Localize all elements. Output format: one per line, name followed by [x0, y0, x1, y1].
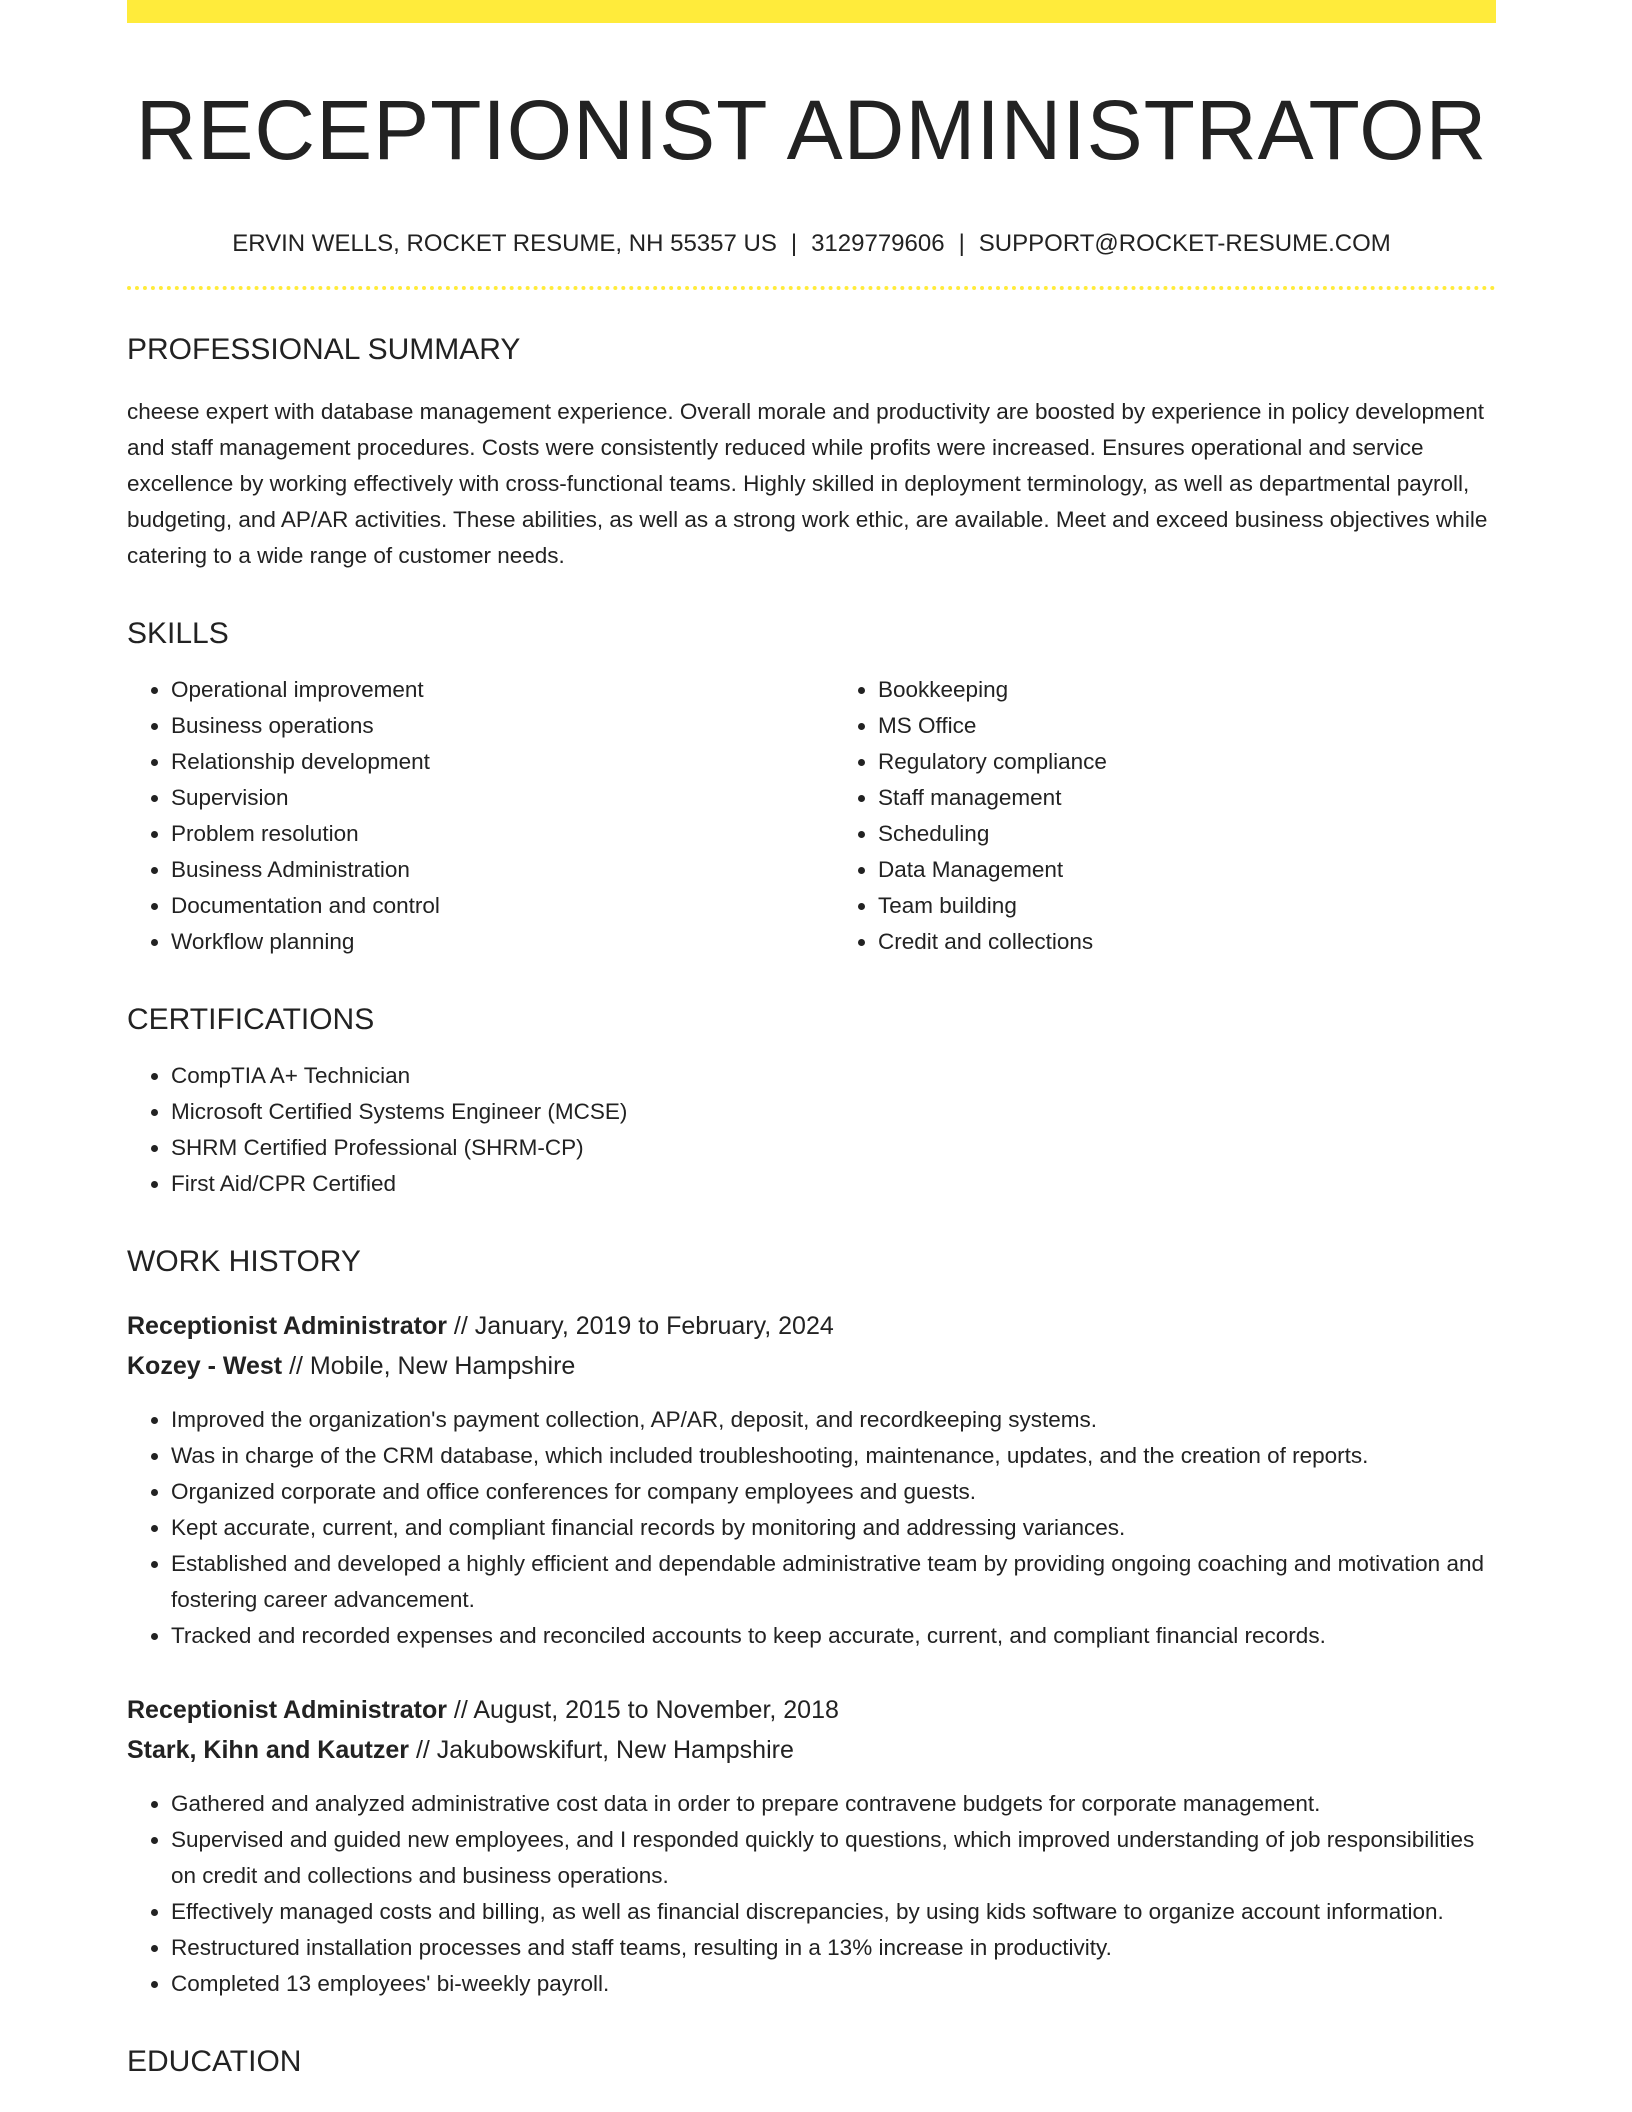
- job-dates: // August, 2015 to November, 2018: [453, 1696, 839, 1724]
- job-bullet: • Restructured installation processes and staff teams, resulting in a 13% increase in productivity.: [171, 1930, 1496, 1966]
- job-title-line: [127, 1306, 1496, 1346]
- summary-heading: PROFESSIONAL SUMMARY: [127, 333, 521, 366]
- job-bullet: • Established and developed a highly efficient and dependable administrative team by providing ongoing coaching and motivation and fostering career advancement.: [171, 1546, 1496, 1618]
- job-bullet: • Was in charge of the CRM database, which included troubleshooting, maintenance, updates, and the creation of reports.: [171, 1438, 1496, 1474]
- job-bullet: • Improved the organization's payment collection, AP/AR, deposit, and recordkeeping systems.: [171, 1402, 1496, 1438]
- job-company-line: [127, 1346, 1496, 1386]
- skill-item: • Supervision: [171, 780, 789, 816]
- job-bullet: • Kept accurate, current, and compliant financial records by monitoring and addressing variances.: [171, 1510, 1496, 1546]
- job-bullets: [127, 1402, 1496, 1654]
- skill-item: • Workflow planning: [171, 924, 789, 960]
- job-title: Receptionist Administrator: [127, 1312, 447, 1340]
- contact-email: SUPPORT@ROCKET-RESUME.COM: [978, 230, 1391, 257]
- resume-title: RECEPTIONIST ADMINISTRATOR: [135, 83, 1488, 177]
- skill-item: • Team building: [878, 888, 1496, 924]
- skills-right-list: [834, 672, 1496, 960]
- skill-item: • Relationship development: [171, 744, 789, 780]
- contact-separator: |: [958, 230, 965, 257]
- certification-item: • CompTIA A+ Technician: [171, 1058, 1496, 1094]
- job-company: Stark, Kihn and Kautzer: [127, 1736, 409, 1764]
- skills-columns: [127, 672, 1496, 960]
- job-bullet: • Gathered and analyzed administrative cost data in order to prepare contravene budgets for corporate management.: [171, 1786, 1496, 1822]
- skill-item: • Credit and collections: [878, 924, 1496, 960]
- job-bullet: • Completed 13 employees' bi-weekly payroll.: [171, 1966, 1496, 2002]
- job-bullet: • Supervised and guided new employees, and I responded quickly to questions, which improved understanding of job responsibilities on credit and collections and business operations.: [171, 1822, 1496, 1894]
- skill-item: • Documentation and control: [171, 888, 789, 924]
- skill-item: • Business Administration: [171, 852, 789, 888]
- job-bullet: • Tracked and recorded expenses and reconciled accounts to keep accurate, current, and compliant financial records.: [171, 1618, 1496, 1654]
- skill-item: • Data Management: [878, 852, 1496, 888]
- contact-phone: 3129779606: [811, 230, 945, 257]
- certification-item: • First Aid/CPR Certified: [171, 1166, 1496, 1202]
- skill-item: • MS Office: [878, 708, 1496, 744]
- skill-item: • Scheduling: [878, 816, 1496, 852]
- education-heading: EDUCATION: [127, 2045, 302, 2078]
- skill-item: • Business operations: [171, 708, 789, 744]
- job-location: // Jakubowskifurt, New Hampshire: [415, 1736, 794, 1764]
- certifications-heading: CERTIFICATIONS: [127, 1003, 375, 1036]
- skill-item: • Problem resolution: [171, 816, 789, 852]
- certifications-list: [127, 1058, 1496, 1202]
- skills-left-list: [127, 672, 789, 960]
- contact-separator: |: [790, 230, 798, 257]
- contact-line: [127, 228, 1496, 260]
- job-dates: // January, 2019 to February, 2024: [453, 1312, 834, 1340]
- job-company: Kozey - West: [127, 1352, 283, 1380]
- job-title: Receptionist Administrator: [127, 1696, 447, 1724]
- job-bullet: • Organized corporate and office conferences for company employees and guests.: [171, 1474, 1496, 1510]
- certification-item: • Microsoft Certified Systems Engineer (MCSE): [171, 1094, 1496, 1130]
- skills-heading: SKILLS: [127, 617, 229, 650]
- skill-item: • Regulatory compliance: [878, 744, 1496, 780]
- job-company-line: [127, 1730, 1496, 1770]
- skill-item: • Staff management: [878, 780, 1496, 816]
- skill-item: • Operational improvement: [171, 672, 789, 708]
- job-bullets: [127, 1786, 1496, 2002]
- work-history-heading: WORK HISTORY: [127, 1245, 361, 1278]
- certification-item: • SHRM Certified Professional (SHRM-CP): [171, 1130, 1496, 1166]
- job-location: // Mobile, New Hampshire: [289, 1352, 576, 1380]
- contact-address: ERVIN WELLS, ROCKET RESUME, NH 55357 US: [232, 230, 777, 257]
- summary-text: cheese expert with database management experience. Overall morale and productivity are boosted by experience in policy development and staff management procedures. Costs were consistently reduced while profits were increased. Ensures operational and service excellence by working effectively with cross-functional teams. Highly skilled in deployment terminology, as well as departmental payroll, budgeting, and AP/AR activities. These abilities, as well as a strong work ethic, are available. Meet and exceed business objectives while catering to a wide range of customer needs.: [127, 399, 1488, 568]
- job-entry: [127, 1690, 1496, 2002]
- dotted-divider: [127, 286, 1496, 290]
- job-bullet: • Effectively managed costs and billing, as well as financial discrepancies, by using kids software to organize account information.: [171, 1894, 1496, 1930]
- resume-content: [127, 0, 1496, 2080]
- skill-item: • Bookkeeping: [878, 672, 1496, 708]
- job-title-line: [127, 1690, 1496, 1730]
- job-entry: [127, 1306, 1496, 1654]
